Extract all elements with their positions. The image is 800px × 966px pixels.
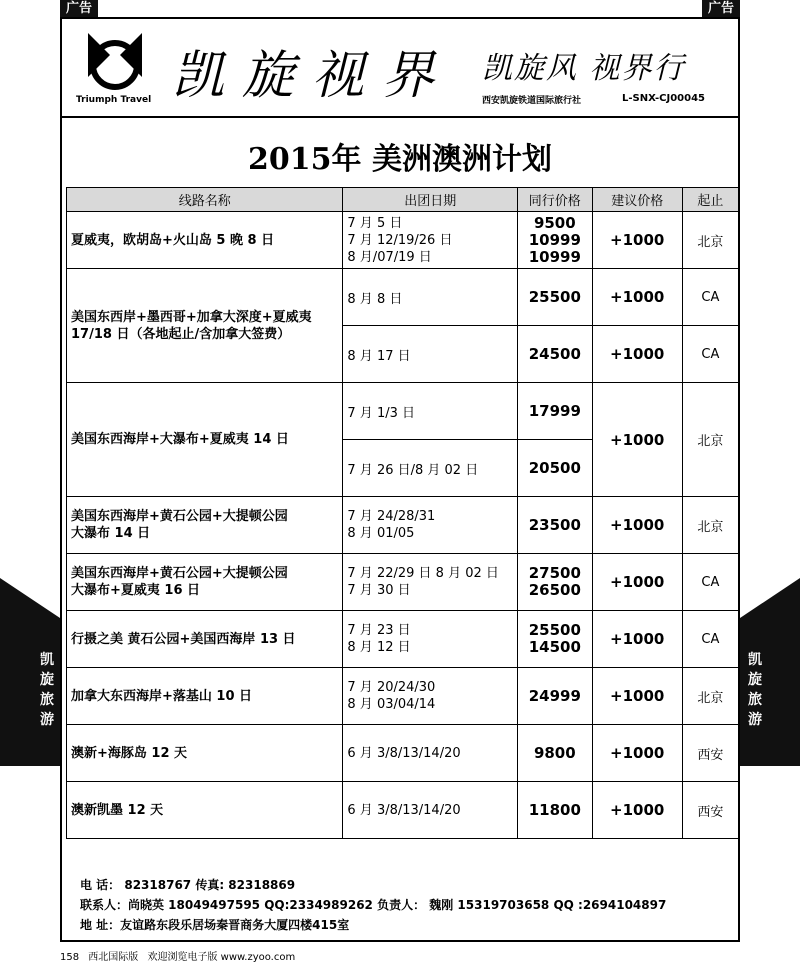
suggest-price: +1000 xyxy=(592,326,682,383)
peer-price: 25500 14500 xyxy=(518,611,593,668)
dates: 7 月 26 日/8 月 02 日 xyxy=(343,440,518,497)
table-row xyxy=(67,383,739,440)
header-route: 线路名称 xyxy=(67,188,343,212)
city: 北京 xyxy=(682,497,738,554)
side-label-left: 凯旋旅游 xyxy=(40,652,54,728)
table-row xyxy=(67,269,739,326)
dates: 7 月 22/29 日 8 月 02 日 7 月 30 日 xyxy=(343,554,518,611)
ad-tag-left: 广告 xyxy=(60,0,98,17)
city: CA xyxy=(682,269,738,326)
suggest-price: +1000 xyxy=(592,212,682,269)
page-number: 158 xyxy=(60,952,80,963)
license-number: L-SNX-CJ00045 xyxy=(622,93,705,104)
peer-price: 20500 xyxy=(518,440,593,497)
route-name: 加拿大东西海岸+落基山 10 日 xyxy=(67,668,343,725)
city: 北京 xyxy=(682,212,738,269)
table-row xyxy=(67,782,739,839)
footer xyxy=(60,948,301,963)
suggest-price: +1000 xyxy=(592,782,682,839)
section-name: 西北国际版 xyxy=(88,952,139,963)
peer-price: 17999 xyxy=(518,383,593,440)
city: 北京 xyxy=(682,383,738,497)
dates: 8 月 17 日 xyxy=(343,326,518,383)
peer-price: 24500 xyxy=(518,326,593,383)
peer-price: 23500 xyxy=(518,497,593,554)
table-row xyxy=(67,611,739,668)
contact-phone: 电 话： 82318767 传真: 82318869 xyxy=(80,878,296,892)
table-row xyxy=(67,554,739,611)
city: 西安 xyxy=(682,725,738,782)
dates: 6 月 3/8/13/14/20 xyxy=(343,725,518,782)
city: 西安 xyxy=(682,782,738,839)
header-city: 起止 xyxy=(682,188,738,212)
suggest-price: +1000 xyxy=(592,269,682,326)
header xyxy=(62,19,738,118)
footer-text: 欢迎浏览电子版 www.zyoo.com xyxy=(147,952,296,963)
suggest-price: +1000 xyxy=(592,554,682,611)
route-name: 美国东西岸+墨西哥+加拿大深度+夏威夷 17/18 日（各地起止/含加拿大签费） xyxy=(67,269,343,383)
table-row xyxy=(67,497,739,554)
city: CA xyxy=(682,554,738,611)
brand-chinese: 凯旋视界 xyxy=(172,46,453,106)
route-name: 美国东西海岸+黄石公园+大提顿公园 大瀑布 14 日 xyxy=(67,497,343,554)
route-name: 夏威夷，欧胡岛+火山岛 5 晚 8 日 xyxy=(67,212,343,269)
city: 北京 xyxy=(682,668,738,725)
header-suggest-price: 建议价格 xyxy=(592,188,682,212)
dates: 7 月 24/28/31 8 月 01/05 xyxy=(343,497,518,554)
peer-price: 25500 xyxy=(518,269,593,326)
route-name: 澳新凯墨 12 天 xyxy=(67,782,343,839)
suggest-price: +1000 xyxy=(592,611,682,668)
dates: 7 月 5 日 7 月 12/19/26 日 8 月/07/19 日 xyxy=(343,212,518,269)
slogan: 凯旋风 视界行 xyxy=(482,51,686,86)
table-row xyxy=(67,212,739,269)
page-title: 2015年 美洲澳洲计划 xyxy=(248,142,552,177)
triumph-logo-icon xyxy=(80,29,150,91)
suggest-price: +1000 xyxy=(592,383,682,497)
dates: 8 月 8 日 xyxy=(343,269,518,326)
header-dates: 出团日期 xyxy=(343,188,518,212)
header-peer-price: 同行价格 xyxy=(518,188,593,212)
table-row xyxy=(67,668,739,725)
plan-table xyxy=(66,187,739,839)
dates: 6 月 3/8/13/14/20 xyxy=(343,782,518,839)
peer-price: 11800 xyxy=(518,782,593,839)
route-name: 澳新+海豚岛 12 天 xyxy=(67,725,343,782)
peer-price: 27500 26500 xyxy=(518,554,593,611)
table-header-row xyxy=(67,188,739,212)
contact-address: 地 址：友谊路东段乐居场秦晋商务大厦四楼415室 xyxy=(80,918,350,932)
table-row xyxy=(67,725,739,782)
ad-tag-right: 广告 xyxy=(702,0,740,17)
dates: 7 月 23 日 8 月 12 日 xyxy=(343,611,518,668)
route-name: 行摄之美 黄石公园+美国西海岸 13 日 xyxy=(67,611,343,668)
dates: 7 月 1/3 日 xyxy=(343,383,518,440)
contact-person: 联系人：尚晓英 18049497595 QQ:2334989262 负责人： 魏刚 15319703658 QQ :2694104897 xyxy=(80,898,667,912)
peer-price: 9500 10999 10999 xyxy=(518,212,593,269)
route-name: 美国东西海岸+黄石公园+大提顿公园 大瀑布+夏威夷 16 日 xyxy=(67,554,343,611)
suggest-price: +1000 xyxy=(592,497,682,554)
city: CA xyxy=(682,326,738,383)
suggest-price: +1000 xyxy=(592,668,682,725)
route-name: 美国东西海岸+大瀑布+夏威夷 14 日 xyxy=(67,383,343,497)
dates: 7 月 20/24/30 8 月 03/04/14 xyxy=(343,668,518,725)
suggest-price: +1000 xyxy=(592,725,682,782)
brand-english: Triumph Travel xyxy=(76,95,152,105)
agency-name: 西安凯旋铁道国际旅行社 xyxy=(482,96,582,106)
ad-frame xyxy=(60,17,740,942)
side-label-right: 凯旋旅游 xyxy=(748,652,762,728)
peer-price: 9800 xyxy=(518,725,593,782)
peer-price: 24999 xyxy=(518,668,593,725)
city: CA xyxy=(682,611,738,668)
